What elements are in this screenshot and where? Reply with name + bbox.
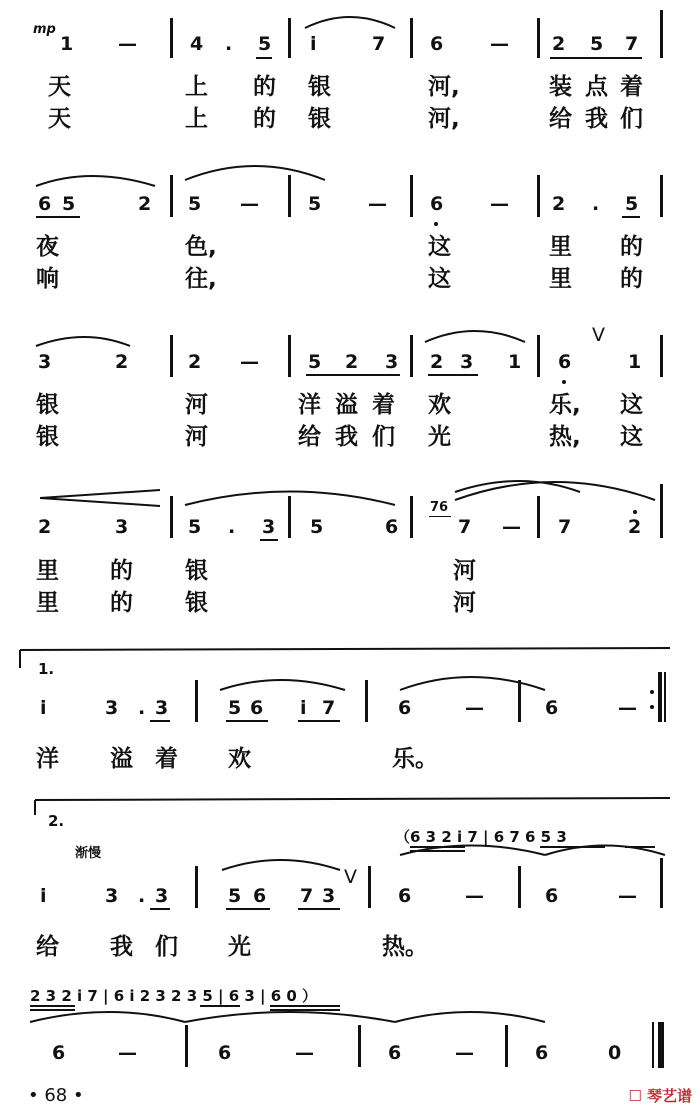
note: — <box>465 697 484 719</box>
note: i <box>310 33 317 55</box>
watermark-icon: ☐ <box>628 1087 647 1105</box>
note: 5 <box>188 516 202 538</box>
bar-line <box>518 866 521 908</box>
page-number: • 68 • <box>28 1085 84 1106</box>
bar-line <box>365 680 368 722</box>
note: 2 <box>430 351 444 373</box>
note: 6 <box>253 885 267 907</box>
note: 6 <box>558 351 572 373</box>
repeat-dot <box>650 690 654 694</box>
upper-octave-dot <box>633 510 637 514</box>
underline <box>428 374 478 376</box>
lyric: 溢 <box>110 746 133 772</box>
note: 4 <box>190 33 204 55</box>
note: — <box>295 1042 314 1064</box>
underline <box>226 720 268 722</box>
lyric: 的 <box>620 234 643 260</box>
lyric: 装 <box>549 74 572 100</box>
note: 6 <box>52 1042 66 1064</box>
lyric: 欢 <box>228 746 251 772</box>
lyric: 给 <box>298 424 321 450</box>
note: 2 <box>552 33 566 55</box>
bar-line <box>170 175 173 217</box>
note: 7 <box>322 697 336 719</box>
note: — <box>118 33 137 55</box>
lyric: 银 <box>36 392 59 418</box>
lyric: 银 <box>308 74 331 100</box>
note: 5 <box>228 885 242 907</box>
lyric: 乐。 <box>392 746 438 772</box>
lyric: 这 <box>620 424 643 450</box>
underline <box>550 57 642 59</box>
note: 3 <box>322 885 336 907</box>
bar-line <box>170 335 173 377</box>
note: 2 <box>188 351 202 373</box>
note: . <box>592 193 600 215</box>
lyric: 光 <box>428 424 451 450</box>
bar-line <box>170 496 173 538</box>
lyric: 这 <box>428 266 451 292</box>
note: — <box>240 351 259 373</box>
note: 6 <box>38 193 52 215</box>
lyric: 上 <box>185 106 208 132</box>
note: — <box>455 1042 474 1064</box>
bar-line <box>368 866 371 908</box>
bar-line <box>288 175 291 217</box>
repeat-end-bar <box>664 672 666 722</box>
note: 5 <box>310 516 324 538</box>
bar-line <box>537 18 540 58</box>
note: 5 <box>308 351 322 373</box>
note: 3 <box>155 885 169 907</box>
note: 6 <box>535 1042 549 1064</box>
note: 2 <box>138 193 152 215</box>
note: — <box>368 193 387 215</box>
repeat-end-bar <box>658 672 662 722</box>
lyric: 的 <box>620 266 643 292</box>
lyric: 河 <box>453 590 476 616</box>
underline <box>200 1005 240 1007</box>
lyric: 河 <box>453 558 476 584</box>
note: 6 <box>398 885 412 907</box>
bar-line <box>660 10 663 58</box>
bar-line <box>660 858 663 908</box>
accompaniment-phrase: （6 3 2 i 7 | 6 7 6 5 3 <box>395 828 567 846</box>
note: — <box>240 193 259 215</box>
breath-mark: V <box>344 866 357 888</box>
note: . <box>228 516 236 538</box>
lyric: 河, <box>428 106 460 132</box>
lyric: 里 <box>36 590 59 616</box>
note: 7 <box>625 33 639 55</box>
lyric: 上 <box>185 74 208 100</box>
underline <box>30 1005 75 1007</box>
lyric: 的 <box>253 106 276 132</box>
underline <box>36 216 80 218</box>
underline <box>306 374 400 376</box>
note: 6 <box>385 516 399 538</box>
lyric: 着 <box>155 746 178 772</box>
lyric: 河 <box>185 392 208 418</box>
final-bar <box>652 1022 654 1068</box>
bar-line <box>410 18 413 58</box>
bar-line <box>410 175 413 217</box>
note: 7 <box>458 516 472 538</box>
bar-line <box>288 18 291 58</box>
lyric: 里 <box>36 558 59 584</box>
note: 3 <box>155 697 169 719</box>
bar-line <box>195 866 198 908</box>
bar-line <box>410 496 413 538</box>
note: 1 <box>628 351 642 373</box>
bar-line <box>410 335 413 377</box>
repeat-dot <box>650 705 654 709</box>
note: 2 <box>115 351 129 373</box>
bar-line <box>288 335 291 377</box>
bar-line <box>170 18 173 58</box>
volta-1-label: 1. <box>38 660 55 678</box>
note: 6 <box>545 697 559 719</box>
bar-line <box>537 496 540 538</box>
lyric: 银 <box>36 424 59 450</box>
bar-line <box>288 496 291 538</box>
lyric: 着 <box>372 392 395 418</box>
underline <box>256 57 272 59</box>
bar-line <box>660 175 663 217</box>
note: — <box>502 516 521 538</box>
note: 7 <box>558 516 572 538</box>
tempo-ritardando: 渐慢 <box>75 846 102 861</box>
underline <box>30 1009 75 1011</box>
lyric: 们 <box>155 934 178 960</box>
note: 3 <box>385 351 399 373</box>
note: 3 <box>105 885 119 907</box>
note: 5 <box>625 193 639 215</box>
bar-line <box>660 335 663 377</box>
lyric: 河, <box>428 74 460 100</box>
lower-octave-dot <box>562 380 566 384</box>
note: 5 <box>308 193 322 215</box>
lyric: 我 <box>585 106 608 132</box>
lyric: 的 <box>110 590 133 616</box>
note: . <box>138 885 146 907</box>
note: . <box>225 33 233 55</box>
note: — <box>118 1042 137 1064</box>
note: — <box>465 885 484 907</box>
underline <box>625 846 655 848</box>
note: 3 <box>38 351 52 373</box>
lyric: 们 <box>372 424 395 450</box>
note: 1 <box>60 33 74 55</box>
lyric: 的 <box>253 74 276 100</box>
lyric: 里 <box>549 234 572 260</box>
note: — <box>490 193 509 215</box>
note: 5 <box>188 193 202 215</box>
underline <box>260 539 278 541</box>
note: — <box>490 33 509 55</box>
lyric: 乐, <box>549 392 581 418</box>
note: 6 <box>430 193 444 215</box>
lyric: 响 <box>36 266 59 292</box>
lyric: 河 <box>185 424 208 450</box>
note: i <box>40 697 47 719</box>
bar-line <box>358 1025 361 1067</box>
underline <box>540 846 605 848</box>
lyric: 夜 <box>36 234 59 260</box>
accompaniment-phrase: 2 3 2 i 7 | 6 i 2 3 2 3 5 | 6 3 | 6 0 ） <box>30 987 318 1005</box>
note: 5 <box>258 33 272 55</box>
note: . <box>138 697 146 719</box>
underline <box>410 846 465 848</box>
note: 5 <box>228 697 242 719</box>
note: 3 <box>115 516 129 538</box>
bar-line <box>518 680 521 722</box>
lyric: 天 <box>48 74 71 100</box>
final-bar <box>658 1022 664 1068</box>
underline <box>226 908 270 910</box>
bar-line <box>660 484 663 538</box>
lyric: 银 <box>308 106 331 132</box>
grace-notes: 76 <box>430 500 449 515</box>
lyric: 这 <box>620 392 643 418</box>
note: 2 <box>552 193 566 215</box>
note: — <box>618 885 637 907</box>
lyric: 银 <box>185 590 208 616</box>
note: 2 <box>628 516 642 538</box>
note: i <box>300 697 307 719</box>
note: 3 <box>105 697 119 719</box>
lyric: 洋 <box>36 746 59 772</box>
bar-line <box>537 335 540 377</box>
watermark-text: 琴艺谱 <box>646 1087 692 1105</box>
note: 0 <box>608 1042 622 1064</box>
lyric: 我 <box>110 934 133 960</box>
lyric: 色, <box>185 234 217 260</box>
note: 6 <box>388 1042 402 1064</box>
note: 7 <box>372 33 386 55</box>
lyric: 给 <box>549 106 572 132</box>
bar-line <box>195 680 198 722</box>
note: 2 <box>38 516 52 538</box>
note: 2 <box>345 351 359 373</box>
lyric: 溢 <box>335 392 358 418</box>
bar-line <box>505 1025 508 1067</box>
note: 7 <box>300 885 314 907</box>
lyric: 点 <box>585 74 608 100</box>
watermark-logo <box>628 1085 692 1106</box>
underline <box>410 850 465 852</box>
lyric: 着 <box>620 74 643 100</box>
lyric: 给 <box>36 934 59 960</box>
lyric: 光 <box>228 934 251 960</box>
lyric: 天 <box>48 106 71 132</box>
note: 5 <box>62 193 76 215</box>
lyric: 们 <box>620 106 643 132</box>
bar-line <box>185 1025 188 1067</box>
note: 6 <box>218 1042 232 1064</box>
note: 3 <box>460 351 474 373</box>
lyric: 银 <box>185 558 208 584</box>
lyric: 这 <box>428 234 451 260</box>
bar-line <box>537 175 540 217</box>
dynamic-mp: mp <box>33 22 56 37</box>
volta-2-label: 2. <box>48 812 65 830</box>
note: 6 <box>398 697 412 719</box>
underline <box>150 908 170 910</box>
lower-octave-dot <box>434 222 438 226</box>
lyric: 热, <box>549 424 581 450</box>
note: i <box>40 885 47 907</box>
breath-mark: V <box>592 324 605 346</box>
note: — <box>618 697 637 719</box>
lyric: 我 <box>335 424 358 450</box>
note: 1 <box>508 351 522 373</box>
note: 3 <box>262 516 276 538</box>
underline <box>270 1005 340 1007</box>
lyric: 里 <box>549 266 572 292</box>
lyric: 往, <box>185 266 217 292</box>
underline <box>429 516 451 517</box>
note: 6 <box>545 885 559 907</box>
note: 6 <box>250 697 264 719</box>
underline <box>298 908 340 910</box>
underline <box>298 720 340 722</box>
lyric: 欢 <box>428 392 451 418</box>
lyric: 的 <box>110 558 133 584</box>
underline <box>150 720 170 722</box>
lyric: 洋 <box>298 392 321 418</box>
underline <box>622 216 640 218</box>
note: 5 <box>590 33 604 55</box>
underline <box>270 1009 340 1011</box>
note: 6 <box>430 33 444 55</box>
lyric: 热。 <box>382 934 428 960</box>
